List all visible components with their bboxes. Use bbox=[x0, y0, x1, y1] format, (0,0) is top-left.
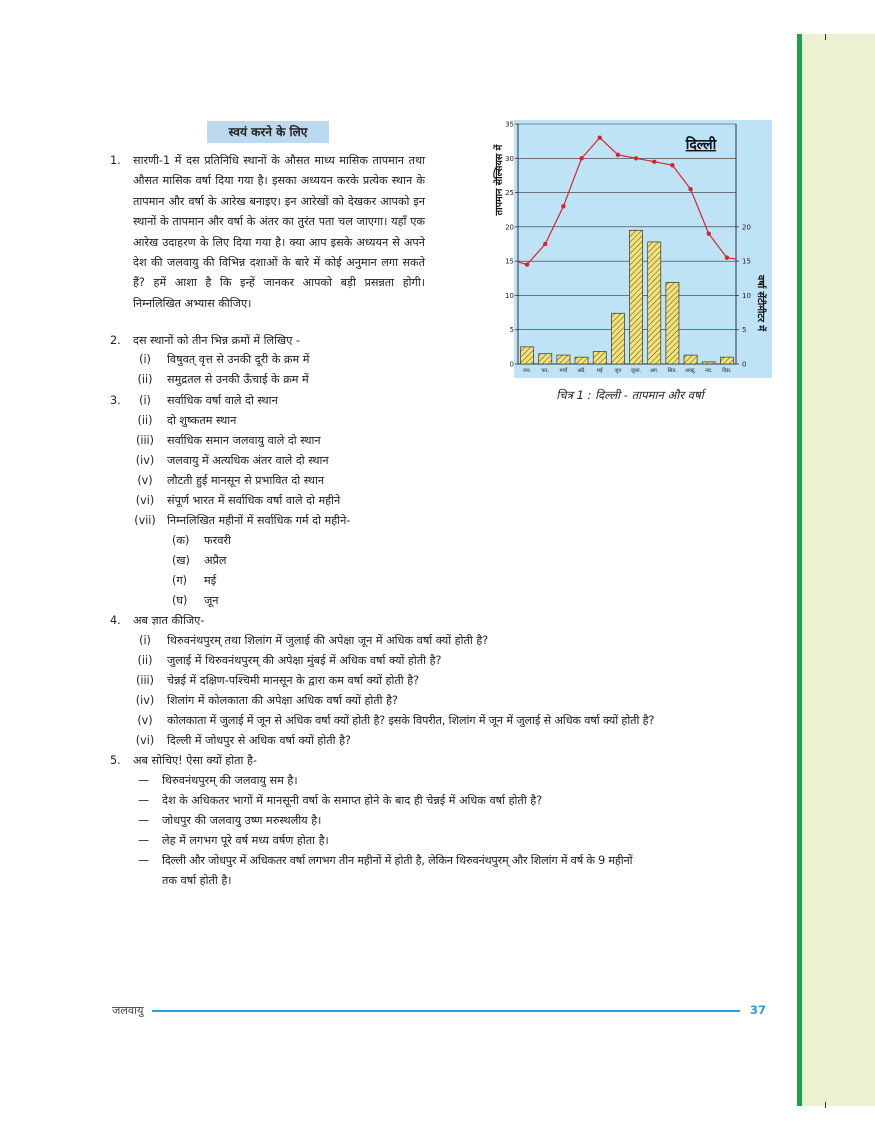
item-number: (iv) bbox=[135, 454, 155, 467]
item-number: (क) bbox=[172, 534, 190, 547]
list-item bbox=[125, 511, 445, 531]
item-text: जून bbox=[204, 594, 219, 607]
item-text: दिल्ली और जोधपुर में अधिकतर वर्षा लगभग तीन महीनों में होती है, लेकिन थिरुवनंथपुरम् और शिलांग में वर्ष के 9 महीनों bbox=[162, 854, 633, 867]
rain-bar bbox=[702, 362, 715, 364]
temperature-point bbox=[634, 156, 638, 160]
item-number: (v) bbox=[137, 714, 153, 727]
left-tick-label: 15 bbox=[505, 257, 514, 266]
dash: — bbox=[138, 814, 150, 827]
list-item bbox=[125, 731, 785, 751]
list-item bbox=[125, 451, 445, 471]
margin-band bbox=[800, 34, 875, 1106]
month-label: मार्च bbox=[559, 368, 568, 374]
item-text: जोधपुर की जलवायु उष्ण मरुस्थलीय है। bbox=[162, 814, 322, 827]
left-tick-label: 25 bbox=[505, 189, 514, 198]
list-item-continuation: तक वर्षा होती है। bbox=[162, 874, 232, 887]
left-axis-label: तापमान सेल्सियस में bbox=[494, 144, 505, 216]
footer-rule bbox=[152, 1010, 740, 1012]
page-number: 37 bbox=[750, 1003, 767, 1017]
item-number: (ii) bbox=[137, 373, 153, 386]
chapter-name: जलवायु bbox=[112, 1004, 144, 1017]
list-item bbox=[125, 391, 445, 411]
list-item bbox=[125, 350, 445, 370]
month-label: अक्टू. bbox=[685, 368, 697, 374]
temperature-point bbox=[725, 256, 729, 260]
item-number: (v) bbox=[137, 474, 153, 487]
item-text: फरवरी bbox=[204, 534, 231, 547]
margin-rule bbox=[797, 34, 802, 1106]
item-text: चेन्नई में दक्षिण-पश्चिमी मानसून के द्वारा कम वर्षा क्यों होती है? bbox=[167, 674, 420, 687]
list-item bbox=[138, 831, 778, 851]
rain-bar bbox=[648, 242, 661, 364]
item-number: (ii) bbox=[137, 414, 153, 427]
right-axis-label: वर्षा सेंटीमीटर में bbox=[755, 274, 766, 332]
item-text: सर्वाधिक वर्षा वाले दो स्थान bbox=[167, 394, 278, 407]
temperature-point bbox=[670, 163, 674, 167]
rain-bar bbox=[521, 347, 534, 364]
item-text: थिरुवनंथपुरम् की जलवायु सम है। bbox=[162, 774, 298, 787]
month-label: अप्रै. bbox=[577, 368, 586, 374]
list-item bbox=[125, 431, 445, 451]
temperature-point bbox=[525, 262, 529, 266]
item-number: (vi) bbox=[135, 494, 155, 507]
item-text: शिलांग में कोलकाता की अपेक्षा अधिक वर्षा क्यों होती है? bbox=[167, 694, 398, 707]
left-tick-label: 0 bbox=[509, 360, 514, 369]
list-item bbox=[172, 571, 372, 591]
question-5-text: अब सोचिए! ऐसा क्यों होता है- bbox=[133, 754, 257, 767]
temperature-point bbox=[652, 160, 656, 164]
item-text: समुद्रतल से उनकी ऊँचाई के क्रम में bbox=[167, 373, 309, 386]
rain-bar bbox=[666, 282, 679, 364]
item-text: निम्नलिखित महीनों में सर्वाधिक गर्म दो महीने- bbox=[167, 514, 351, 527]
right-tick-label: 5 bbox=[742, 326, 747, 335]
list-item bbox=[125, 691, 785, 711]
month-label: जुला. bbox=[630, 368, 642, 374]
rain-bar bbox=[593, 352, 606, 364]
section-heading: स्वयं करने के लिए bbox=[207, 121, 329, 143]
item-number: (ii) bbox=[137, 654, 153, 667]
month-label: फर. bbox=[541, 368, 550, 374]
list-item bbox=[125, 651, 785, 671]
item-text: दिल्ली में जोधपुर से अधिक वर्षा क्यों होती है? bbox=[167, 734, 351, 747]
question-2-text: दस स्थानों को तीन भिन्न क्रमों में लिखिए - bbox=[133, 334, 300, 347]
left-tick-label: 10 bbox=[505, 291, 514, 300]
list-item bbox=[138, 851, 778, 871]
rain-bar bbox=[557, 355, 570, 364]
list-item bbox=[125, 631, 785, 651]
month-label: नव. bbox=[705, 368, 713, 374]
list-item bbox=[138, 791, 778, 811]
crop-mark bbox=[825, 1102, 826, 1108]
item-number: (घ) bbox=[172, 594, 188, 607]
month-label: जन. bbox=[522, 368, 532, 374]
item-number: (vi) bbox=[135, 734, 155, 747]
item-text: जुलाई में थिरुवनंथपुरम् की अपेक्षा मुंबई में अधिक वर्षा क्यों होती है? bbox=[167, 654, 442, 667]
rain-bar bbox=[575, 357, 588, 364]
item-number: (i) bbox=[139, 394, 151, 407]
question-number: 3. bbox=[110, 394, 121, 407]
question-number: 2. bbox=[110, 334, 121, 347]
list-item bbox=[138, 771, 778, 791]
dash: — bbox=[138, 794, 150, 807]
item-text: मई bbox=[204, 574, 217, 587]
dash: — bbox=[138, 854, 150, 867]
temperature-point bbox=[707, 232, 711, 236]
question-4-text: अब ज्ञात कीजिए- bbox=[133, 614, 205, 627]
list-item bbox=[138, 811, 778, 831]
item-text: देश के अधिकतर भागों में मानसूनी वर्षा के समाप्त होने के बाद ही चेन्नई में अधिक वर्षा होती है? bbox=[162, 794, 543, 807]
question-number: 5. bbox=[110, 754, 121, 767]
left-tick-label: 35 bbox=[505, 120, 514, 129]
item-number: (i) bbox=[139, 634, 151, 647]
chart-background bbox=[514, 120, 772, 378]
rain-bar bbox=[630, 230, 643, 364]
item-text: दो शुष्कतम स्थान bbox=[167, 414, 237, 427]
question-number: 4. bbox=[110, 614, 121, 627]
chart-title: दिल्ली bbox=[685, 137, 717, 153]
item-text: जलवायु में अत्यधिक अंतर वाले दो स्थान bbox=[167, 454, 329, 467]
item-text: सर्वाधिक समान जलवायु वाले दो स्थान bbox=[167, 434, 321, 447]
temperature-point bbox=[561, 204, 565, 208]
right-tick-label: 10 bbox=[742, 291, 751, 300]
month-label: जून bbox=[614, 368, 622, 374]
list-item bbox=[172, 551, 372, 571]
month-label: मई bbox=[596, 368, 603, 374]
temperature-point bbox=[598, 136, 602, 140]
temperature-point bbox=[579, 156, 583, 160]
item-text: संपूर्ण भारत में सर्वाधिक वर्षा वाले दो महीने bbox=[167, 494, 341, 507]
list-item bbox=[125, 491, 445, 511]
item-text: थिरुवनंथपुरम् तथा शिलांग में जुलाई की अपेक्षा जून में अधिक वर्षा क्यों होती है? bbox=[167, 634, 489, 647]
list-item bbox=[172, 531, 372, 551]
chart-caption: चित्र 1 : दिल्ली - तापमान और वर्षा bbox=[556, 388, 704, 402]
rain-bar bbox=[720, 357, 733, 364]
rain-bar bbox=[611, 313, 624, 364]
item-number: (iv) bbox=[135, 694, 155, 707]
item-number: (ख) bbox=[172, 554, 190, 567]
list-item bbox=[125, 370, 445, 390]
temperature-point bbox=[688, 187, 692, 191]
temperature-point bbox=[616, 153, 620, 157]
temperature-point bbox=[543, 242, 547, 246]
item-text: लेह में लगभग पूरे वर्ष मध्य वर्षण होता है। bbox=[162, 834, 329, 847]
left-tick-label: 20 bbox=[505, 223, 514, 232]
item-text: लौटती हुई मानसून से प्रभावित दो स्थान bbox=[167, 474, 325, 487]
list-item bbox=[125, 711, 785, 731]
left-tick-label: 30 bbox=[505, 154, 514, 163]
question-number: 1. bbox=[110, 154, 121, 167]
question-1-text: सारणी-1 में दस प्रतिनिधि स्थानों के औसत माध्य मासिक तापमान तथा औसत मासिक वर्षा दिया गया है। इसका अध्ययन करके प्रत्येक स्थान के तापमान और वर्षा के आरेख बनाइए। इन आरेखों को देखकर आपको इन स्थानों के तापमान और वर्षा के अंतर का तुरंत पता चल जाएगा। यहाँ एक आरेख उदाहरण के लिए दिया गया है। क्या आप इसके अध्ययन से अपने देश की जलवायु की विभिन्न दशाओं के बारे में कोई अनुमान लगा सकते हैं? हमें आशा है कि इन्हें जानकर आपको बड़ी प्रसन्नता होगी। निम्नलिखित अभ्यास कीजिए। bbox=[133, 154, 425, 310]
rain-bar bbox=[539, 354, 552, 364]
crop-mark bbox=[825, 34, 826, 40]
item-text: कोलकाता में जुलाई में जून से अधिक वर्षा क्यों होती है? इसके विपरीत, शिलांग में जून में जुलाई से अधिक वर्षा क्यों होती है? bbox=[167, 714, 655, 727]
list-item bbox=[125, 411, 445, 431]
item-number: (i) bbox=[139, 353, 151, 366]
month-label: सित. bbox=[667, 368, 678, 374]
item-text: अप्रैल bbox=[204, 554, 227, 567]
left-tick-label: 5 bbox=[509, 326, 514, 335]
item-number: (vii) bbox=[134, 514, 156, 527]
right-tick-label: 0 bbox=[742, 360, 747, 369]
list-item bbox=[172, 591, 372, 611]
right-tick-label: 20 bbox=[742, 223, 751, 232]
item-number: (ग) bbox=[172, 574, 188, 587]
delhi-climate-chart bbox=[488, 118, 772, 382]
month-label: अग. bbox=[649, 368, 659, 374]
dash: — bbox=[138, 834, 150, 847]
dash: — bbox=[138, 774, 150, 787]
chart-svg bbox=[488, 118, 772, 382]
month-label: दिस. bbox=[722, 368, 732, 374]
right-tick-label: 15 bbox=[742, 257, 751, 266]
list-item bbox=[125, 471, 445, 491]
item-number: (iii) bbox=[135, 674, 155, 687]
item-text: विषुवत् वृत्त से उनकी दूरी के क्रम में bbox=[167, 353, 310, 366]
list-item bbox=[125, 671, 785, 691]
rain-bar bbox=[684, 355, 697, 364]
item-number: (iii) bbox=[135, 434, 155, 447]
